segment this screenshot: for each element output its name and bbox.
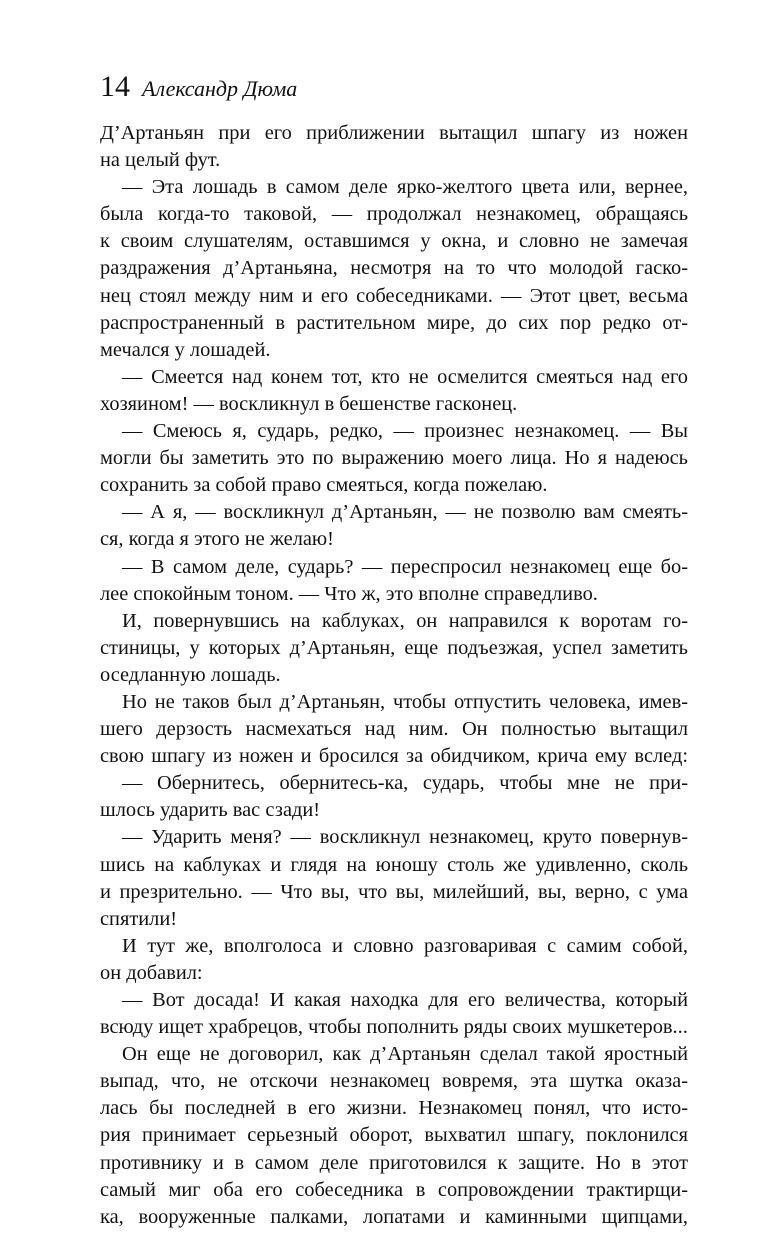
text-line: распространенный в растительном мире, до сих пор редко от- (100, 311, 688, 334)
text-line: — Ударить меня? — воскликнул незнакомец, круто повернув- (122, 826, 688, 849)
text-line: Д’Артаньян при его приближении вытащил шпагу из ножен (100, 122, 688, 144)
text-line: нец стоял между ним и его собеседниками. — Этот цвет, весьма (100, 284, 688, 307)
text-line: всюду ищет храбрецов, чтобы пополнить ряды своих мушкетеров... (100, 1016, 688, 1039)
text-line: шись на каблуках и глядя на юношу столь же удивленно, сколь (100, 853, 688, 876)
text-line: мечался у лошадей. (100, 338, 271, 361)
text-line: он добавил: (100, 961, 203, 984)
text-line: могли бы заметить это по выражению моего лица. Но я надеюсь (100, 447, 688, 470)
text-line: и презрительно. — Что вы, что вы, милейший, вы, верно, с ума (100, 880, 688, 903)
text-line: свою шпагу из ножен и бросился за обидчиком, крича ему вслед: (100, 745, 688, 768)
text-line: лась бы последней в его жизни. Незнакомец понял, что исто- (100, 1097, 688, 1120)
text-line: хозяином! — воскликнул в бешенстве гасконец. (100, 392, 518, 415)
text-line: оседланную лошадь. (100, 663, 281, 686)
text-line: — Смеюсь я, сударь, редко, — произнес незнакомец. — Вы (122, 420, 688, 443)
text-line: — Вот досада! И какая находка для его величества, который (122, 989, 688, 1011)
text-line: сохранить за собой право смеяться, когда пожелаю. (100, 474, 548, 497)
text-line: лее спокойным тоном. — Что ж, это вполне справедливо. (100, 582, 598, 605)
text-line: выпад, что, не отскочи незнакомец вовремя, эта шутка оказа- (100, 1070, 688, 1093)
text-line: к своим слушателям, оставшимся у окна, и словно не замечая (100, 230, 688, 253)
text-line: И тут же, вполголоса и словно разговаривая с самим собой, (122, 934, 688, 957)
text-line: — Смеется над конем тот, кто не осмелится смеяться над его (122, 365, 688, 388)
text-line: на целый фут. (100, 149, 221, 172)
text-line: — Эта лошадь в самом деле ярко-желтого цвета или, вернее, (122, 176, 688, 199)
text-line: раздражения д’Артаньяна, несмотря на то что молодой гаско- (100, 257, 688, 280)
text-line: стиницы, у которых д’Артаньян, еще подъезжая, успел заметить (100, 636, 688, 659)
text-line: самый миг оба его собеседника в сопровождении трактирщи- (100, 1178, 688, 1201)
text-line: шлось ударить вас сзади! (100, 799, 321, 822)
text-line: спятили! (100, 907, 178, 930)
text-line: рия принимает серьезный оборот, выхватил шпагу, поклонился (100, 1124, 688, 1147)
text-line: Но не таков был д’Артаньян, чтобы отпустить человека, имев- (122, 690, 688, 713)
text-line: И, повернувшись на каблуках, он направился к воротам го- (122, 609, 688, 632)
page-header (100, 70, 688, 110)
text-line: Он еще не договорил, как д’Артаньян сделал такой яростный (122, 1043, 688, 1066)
text-line: — А я, — воскликнул д’Артаньян, — не позволю вам смеять- (122, 501, 688, 524)
text-line: ка, вооруженные палками, лопатами и каминными щипцами, (100, 1205, 688, 1228)
text-line: была когда-то таковой, — продолжал незнакомец, обращаясь (100, 203, 688, 226)
text-line: — В самом деле, сударь? — переспросил незнакомец еще бо- (122, 555, 688, 578)
text-line: шего дерзость насмехаться над ним. Он полностью вытащил (100, 718, 688, 741)
text-line: — Обернитесь, обернитесь-ка, сударь, чтобы мне не при- (122, 772, 688, 795)
running-title: Александр Дюма (142, 76, 298, 101)
text-line: противнику и в самом деле приготовился к защите. Но в этот (100, 1151, 688, 1174)
text-line: ся, когда я этого не желаю! (100, 528, 334, 551)
page-number: 14 (100, 70, 130, 103)
book-page (100, 70, 688, 1231)
body-text (100, 120, 688, 1231)
